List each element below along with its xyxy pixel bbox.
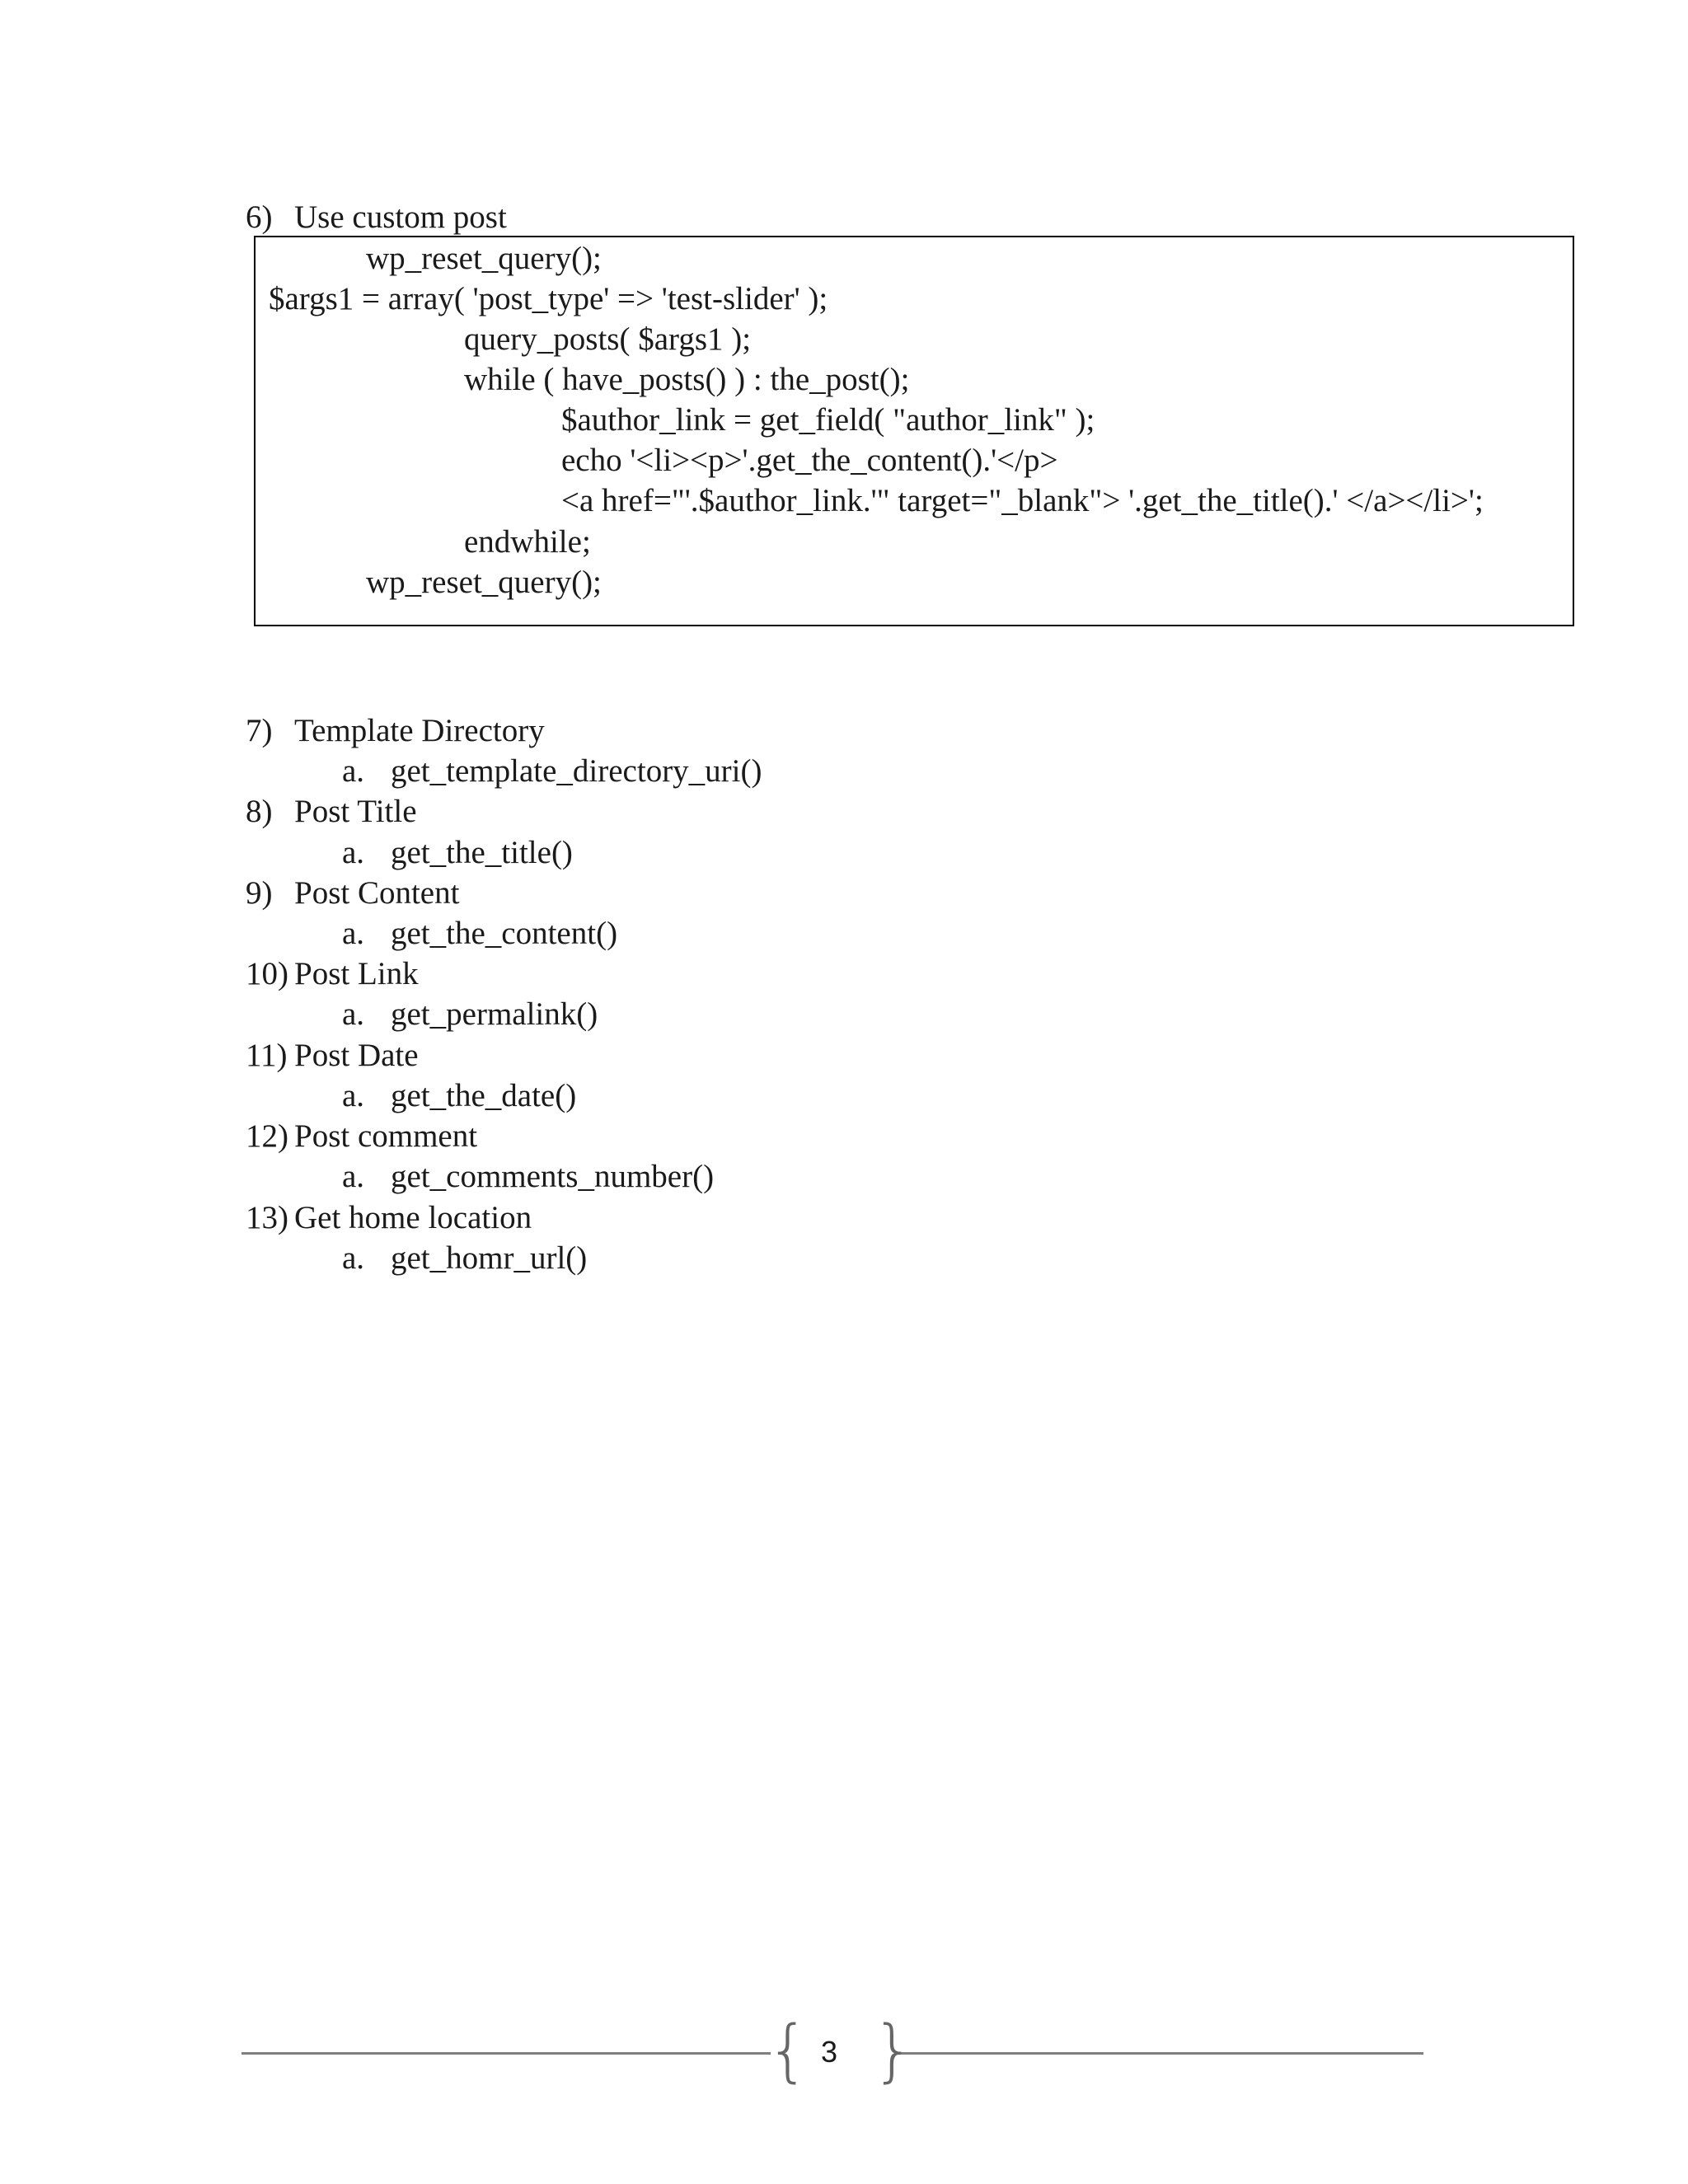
list-title: Post Link [294, 956, 419, 991]
list-title: Post comment [294, 1118, 478, 1154]
list-number: 12) [246, 1118, 288, 1154]
list-number: 8) [246, 794, 273, 829]
footer-rule-left [241, 2052, 771, 2055]
sub-item-letter: a. [342, 1240, 365, 1276]
code-line: $args1 = array( 'post_type' => 'test-slider' ); [269, 281, 828, 316]
sub-item-letter: a. [342, 916, 365, 951]
sub-item-text: get_the_title() [391, 835, 573, 870]
list-title: Get home location [294, 1200, 532, 1235]
list-number: 13) [246, 1200, 288, 1235]
sub-item-letter: a. [342, 996, 365, 1032]
list-title: Use custom post [294, 199, 507, 235]
code-line: $author_link = get_field( "author_link" ); [561, 402, 1095, 438]
code-line: <a href="'.$author_link.'" target="_blank"> '.get_the_title().' </a></li>'; [561, 483, 1484, 518]
sub-item-letter: a. [342, 835, 365, 870]
list-number: 10) [246, 956, 288, 991]
code-line: while ( have_posts() ) : the_post(); [464, 362, 910, 397]
code-line: endwhile; [464, 524, 591, 560]
list-title: Post Content [294, 875, 460, 911]
sub-item-text: get_the_content() [391, 916, 618, 951]
list-number: 6) [246, 199, 273, 235]
list-number: 7) [246, 713, 273, 748]
code-line: query_posts( $args1 ); [464, 321, 752, 357]
left-brace-icon: { [767, 2012, 810, 2090]
right-brace-icon: } [872, 2012, 916, 2090]
sub-item-letter: a. [342, 1159, 365, 1194]
code-line: wp_reset_query(); [366, 565, 602, 600]
sub-item-text: get_the_date() [391, 1078, 577, 1113]
footer-rule-right [894, 2052, 1423, 2055]
sub-item-letter: a. [342, 753, 365, 789]
code-line: echo '<li><p>'.get_the_content().'</p> [561, 443, 1058, 478]
list-title: Template Directory [294, 713, 545, 748]
list-number: 9) [246, 875, 273, 911]
list-number: 11) [246, 1038, 288, 1073]
sub-item-text: get_comments_number() [391, 1159, 715, 1194]
list-title: Post Date [294, 1038, 419, 1073]
page-number: 3 [821, 2035, 838, 2069]
list-title: Post Title [294, 794, 417, 829]
sub-item-text: get_homr_url() [391, 1240, 588, 1276]
sub-item-text: get_permalink() [391, 996, 598, 1032]
sub-item-letter: a. [342, 1078, 365, 1113]
code-line: wp_reset_query(); [366, 241, 602, 276]
sub-item-text: get_template_directory_uri() [391, 753, 762, 789]
